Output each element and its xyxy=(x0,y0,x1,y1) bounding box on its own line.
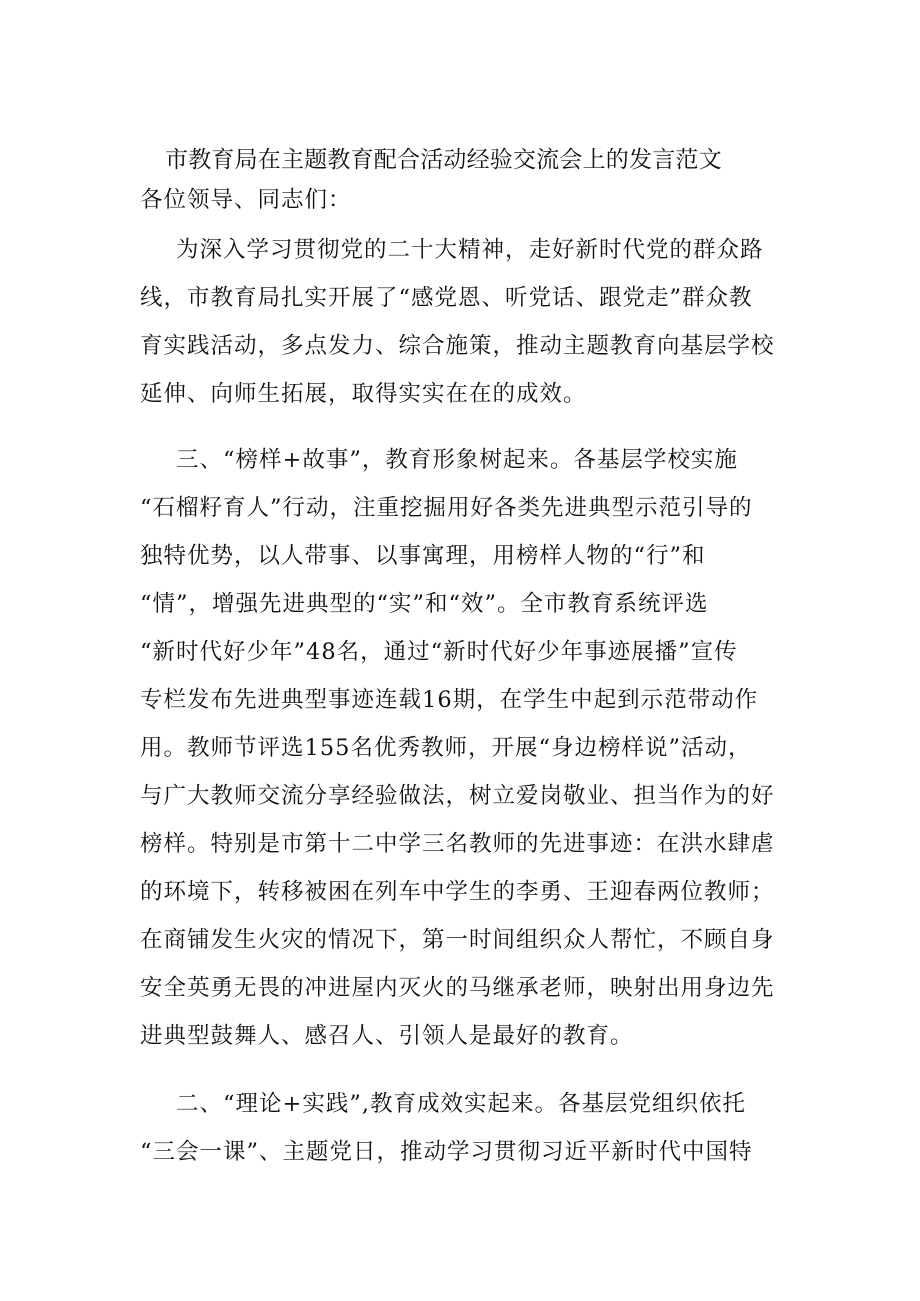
paragraph-line: 为深入学习贯彻党的二十大精神，走好新时代党的群众路 xyxy=(176,237,764,263)
paragraph-line: 与广大教师交流分享经验做法，树立爱岗敬业、担当作为的好 xyxy=(140,783,775,809)
paragraph-line: “三会一课”、主题党日，推动学习贯彻习近平新时代中国特 xyxy=(140,1139,753,1165)
paragraph-line: 独特优势，以人带事、以事寓理，用榜样人物的“行”和 xyxy=(140,543,706,569)
paragraph-line: 榜样。特别是市第十二中学三名教师的先进事迹：在洪水肆虐 xyxy=(140,831,775,857)
paragraph-line: 延伸、向师生拓展，取得实实在在的成效。 xyxy=(140,381,587,407)
paragraph-line: 线，市教育局扎实开展了“感党恩、听党话、跟党走”群众教 xyxy=(140,285,753,311)
paragraph-line: 二、“理论+实践”,教育成效实起来。各基层党组织依托 xyxy=(176,1091,747,1117)
paragraph-line: 育实践活动，多点发力、综合施策，推动主题教育向基层学校 xyxy=(140,333,775,359)
paragraph-line: 的环境下，转移被困在列车中学生的李勇、王迎春两位教师； xyxy=(140,879,775,905)
paragraph-line: 进典型鼓舞人、感召人、引领人是最好的教育。 xyxy=(140,1023,634,1049)
paragraph-line: 用。教师节评选155名优秀教师，开展“身边榜样说”活动， xyxy=(140,735,752,761)
document-title: 市教育局在主题教育配合活动经验交流会上的发言范文 xyxy=(165,147,722,173)
paragraph-line: 专栏发布先进典型事迹连载16期，在学生中起到示范带动作 xyxy=(140,687,759,713)
paragraph-line: “石榴籽育人”行动，注重挖掘用好各类先进典型示范引导的 xyxy=(140,495,753,521)
paragraph-line: 安全英勇无畏的冲进屋内灭火的马继承老师，映射出用身边先 xyxy=(140,975,775,1001)
paragraph-line: “新时代好少年”48名，通过“新时代好少年事迹展播”宣传 xyxy=(140,639,738,665)
paragraph-line: “情”，增强先进典型的“实”和“效”。全市教育系统评选 xyxy=(140,591,709,617)
paragraph-line: 在商铺发生火灾的情况下，第一时间组织众人帮忙，不顾自身 xyxy=(140,927,775,953)
salutation: 各位领导、同志们： xyxy=(140,187,352,213)
paragraph-line: 三、“榜样+故事”，教育形象树起来。各基层学校实施 xyxy=(176,447,738,473)
